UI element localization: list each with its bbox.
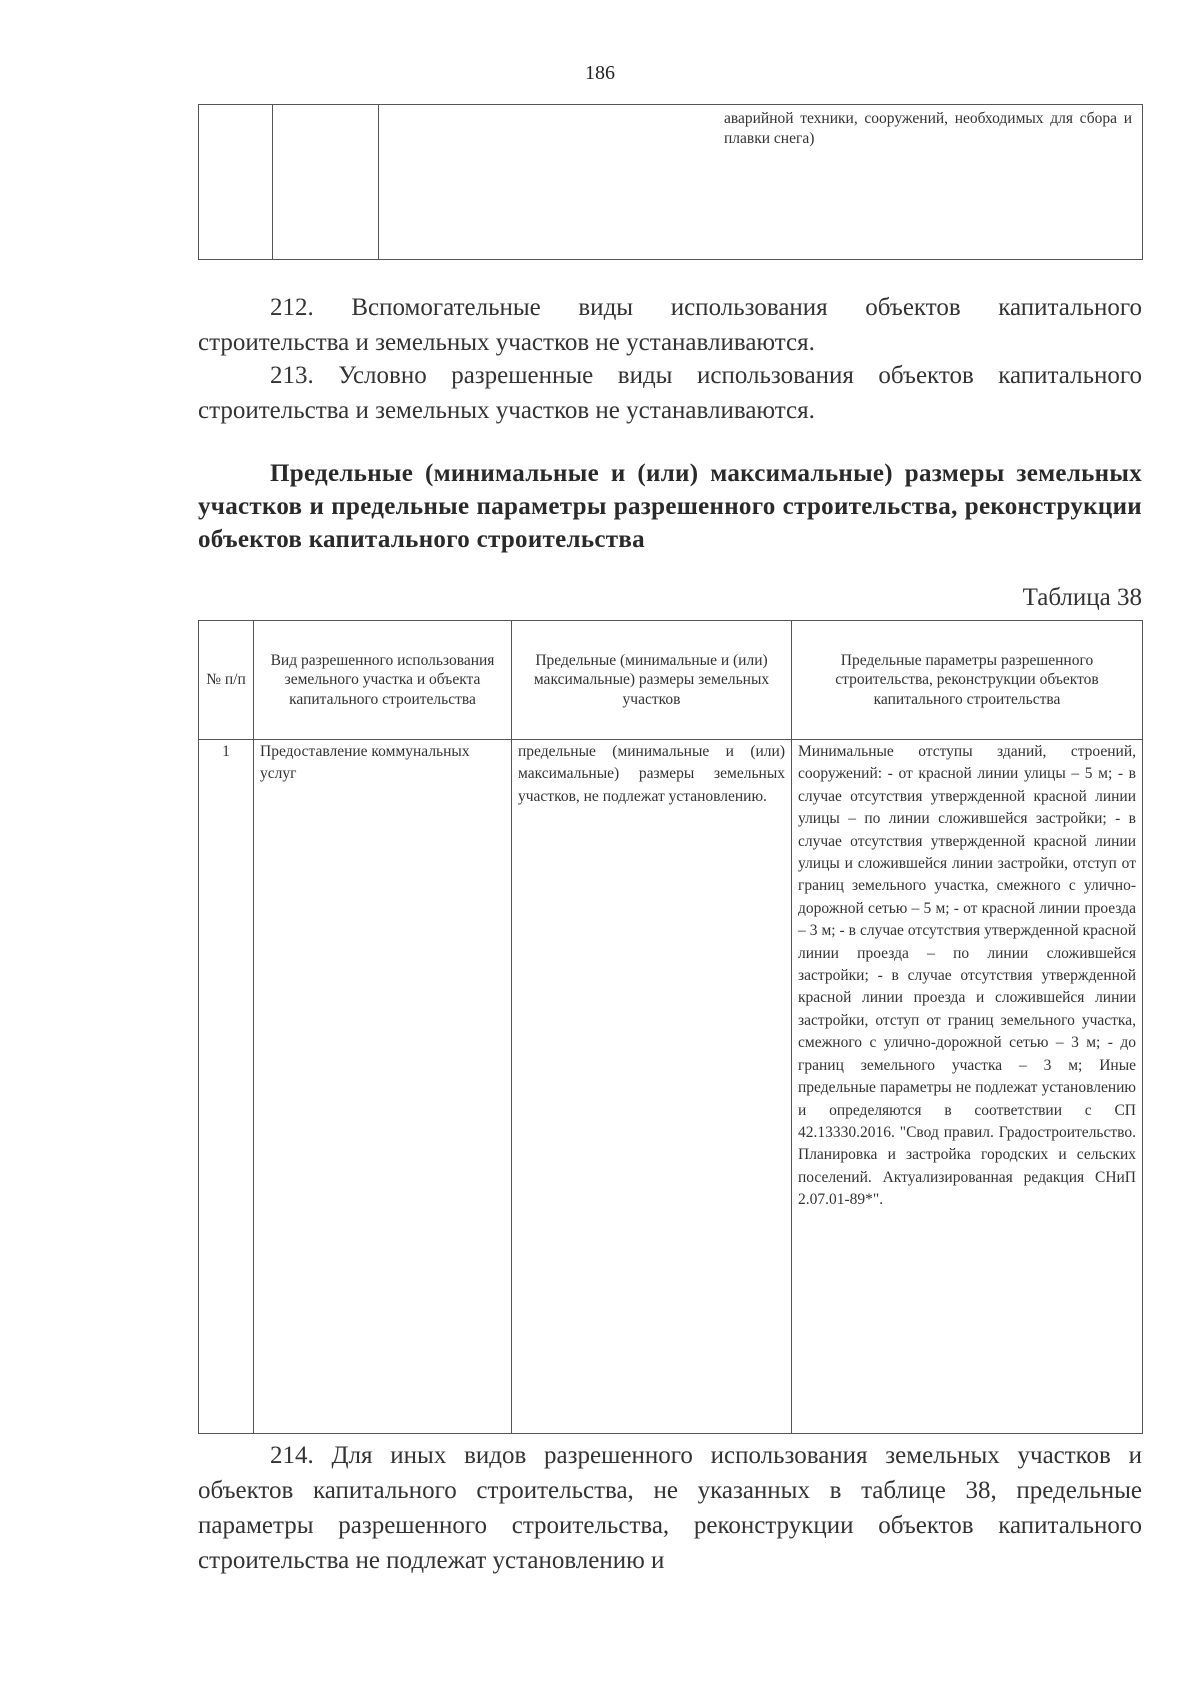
cell-num: 1 xyxy=(199,740,254,1434)
header-use-type: Вид разрешенного использования земельного участка и объекта капитального строительства xyxy=(254,621,512,740)
section-title: Предельные (минимальные и (или) максимальные) размеры земельных участков и предельные параметры разрешенного строительства, реконструкции объектов капитального строительства xyxy=(198,460,1142,553)
continuation-text: аварийной техники, сооружений, необходимых для сбора и плавки снега) xyxy=(724,110,1132,147)
cell-use-type: Предоставление коммунальных услуг xyxy=(254,740,512,1434)
table-row xyxy=(199,740,1143,1434)
continuation-table xyxy=(198,104,1143,260)
limits-table xyxy=(198,620,1143,1434)
header-params: Предельные параметры разрешенного строительства, реконструкции объектов капитального строительства xyxy=(792,621,1143,740)
paragraph-212: 212. Вспомогательные виды использования объектов капитального строительства и земельных участков не устанавливаются. xyxy=(198,294,1142,356)
paragraph-214: 214. Для иных видов разрешенного использования земельных участков и объектов капитального строительства, не указанных в таблице 38, предельные параметры разрешенного строительства, реконструкции объектов капитального строительства не подлежат установлению и xyxy=(198,1442,1142,1574)
header-num: № п/п xyxy=(199,621,254,740)
table-caption: Таблица 38 xyxy=(1022,584,1142,611)
table-header-row xyxy=(199,621,1143,740)
cont-cell-text xyxy=(379,105,1143,260)
header-plot-sizes: Предельные (минимальные и (или) максимальные) размеры земельных участков xyxy=(512,621,792,740)
page-number: 186 xyxy=(585,62,615,84)
table-row xyxy=(199,105,1143,260)
cell-plot-sizes: предельные (минимальные и (или) максимальные) размеры земельных участков, не подлежат установлению. xyxy=(512,740,792,1434)
paragraph-213: 213. Условно разрешенные виды использования объектов капитального строительства и земельных участков не устанавливаются. xyxy=(198,362,1142,424)
cont-cell-use xyxy=(273,105,379,260)
cont-cell-num xyxy=(199,105,273,260)
cell-params: Минимальные отступы зданий, строений, сооружений: - от красной линии улицы – 5 м; - в случае отсутствия утвержденной красной линии улицы – по линии сложившейся застройки; - в случае отсутствия утвержденной красной линии улицы и сложившейся линии застройки, отступ от границ земельного участка, смежного с улично-дорожной сетью – 5 м; - от красной линии проезда – 3 м; - в случае отсутствия утвержденной красной линии проезда – по линии сложившейся застройки; - в случае отсутствия утвержденной красной линии проезда и сложившейся линии застройки, отступ от границ земельного участка, смежного с улично-дорожной сетью – 3 м; - до границ земельного участка – 3 м; Иные предельные параметры не подлежат установлению и определяются в соответствии с СП 42.13330.2016. "Свод правил. Градостроительство. Планировка и застройка городских и сельских поселений. Актуализированная редакция СНиП 2.07.01-89*". xyxy=(792,740,1143,1434)
